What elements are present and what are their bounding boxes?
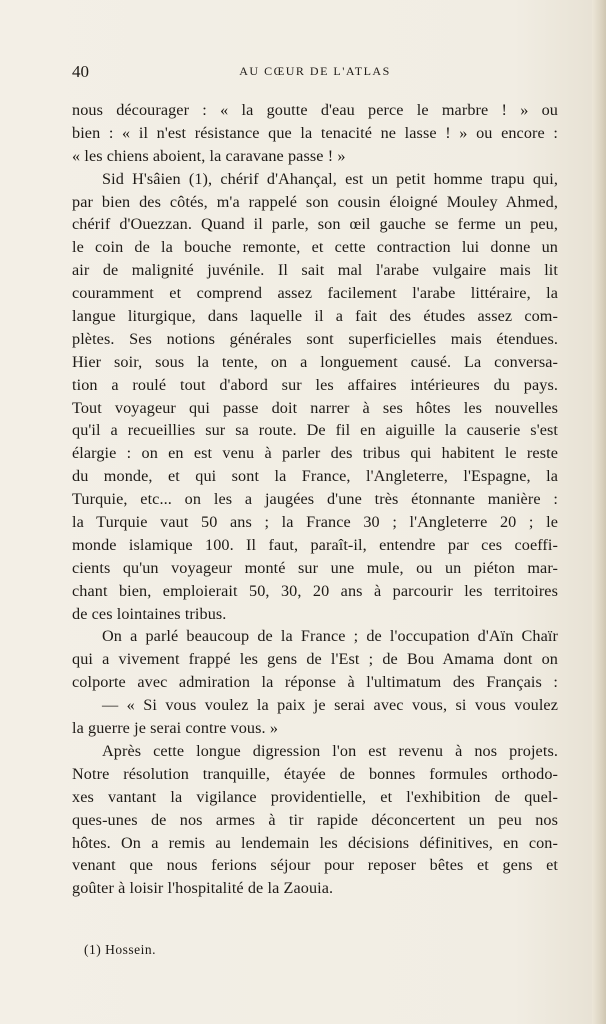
body-text	[72, 99, 558, 900]
text-line: qui a vivement frappé les gens de l'Est ; de Bou Amama dont on	[72, 650, 558, 669]
text-line: bien : « il n'est résistance que la tenacité ne lasse ! » ou encore :	[72, 123, 558, 142]
text-line: Après cette longue digression l'on est revenu à nos projets.	[102, 741, 558, 760]
page-header	[72, 62, 558, 82]
text-line: air de malignité juvénile. Il sait mal l'arabe vulgaire mais lit	[72, 261, 558, 280]
text-line: la Turquie vaut 50 ans ; la France 30 ; l'Angleterre 20 ; le	[72, 513, 558, 532]
text-line: cients qu'un voyageur monté sur une mule, ou un piéton mar-	[72, 558, 558, 577]
footnote: (1) Hossein.	[84, 942, 156, 957]
text-line: Notre résolution tranquille, étayée de bonnes formules orthodo-	[72, 764, 558, 783]
text-line: qu'il a recueillies sur sa route. De fil en aiguille la causerie s'est	[72, 421, 558, 440]
page-number: 40	[72, 62, 89, 81]
text-line: Hier soir, sous la tente, on a longuement causé. La conversa-	[72, 352, 558, 371]
text-line: élargie : on en est venu à parler des tribus qui habitent le reste	[72, 444, 558, 463]
text-line: — « Si vous voulez la paix je serai avec vous, si vous voulez	[102, 696, 558, 715]
text-line: du monde, et qui sont la France, l'Angleterre, l'Espagne, la	[72, 467, 558, 486]
page-edge-shadow	[592, 0, 606, 1024]
text-line: hôtes. On a remis au lendemain les décisions définitives, en con-	[72, 833, 558, 852]
text-line: la guerre je serai contre vous. »	[72, 719, 279, 738]
text-line: chant bien, emploierait 50, 30, 20 ans à parcourir les territoires	[72, 581, 558, 600]
text-line: « les chiens aboient, la caravane passe ! »	[72, 146, 346, 165]
text-line: xes vantant la vigilance providentielle, et l'exhibition de quel-	[72, 787, 558, 806]
text-line: de ces lointaines tribus.	[72, 604, 227, 623]
running-head: AU CŒUR DE L'ATLAS	[239, 64, 391, 78]
text-line: le coin de la bouche remonte, et cette contraction lui donne un	[72, 238, 558, 257]
text-line: chérif d'Ouezzan. Quand il parle, son œil gauche se ferme un peu,	[72, 215, 558, 234]
text-line: colporte avec admiration la réponse à l'ultimatum des Français :	[72, 673, 558, 692]
text-line: plètes. Ses notions générales sont superficielles mais étendues.	[72, 329, 558, 348]
text-line: par bien des côtés, m'a rappelé son cousin éloigné Mouley Ahmed,	[72, 192, 558, 211]
text-line: goûter à loisir l'hospitalité de la Zaouia.	[72, 879, 334, 898]
text-line: nous décourager : « la goutte d'eau perce le marbre ! » ou	[72, 101, 558, 119]
text-line: couramment et comprend assez facilement l'arabe littéraire, la	[72, 284, 558, 303]
text-line: ques-unes de nos armes à tir rapide déconcertent un peu nos	[72, 810, 558, 829]
text-line: venant que nous ferions séjour pour reposer bêtes et gens et	[72, 856, 558, 875]
text-line: Turquie, etc... on les a jaugées d'une très étonnante manière :	[72, 490, 558, 509]
text-line: tion a roulé tout d'abord sur les affaires intérieures du pays.	[72, 375, 558, 394]
text-line: On a parlé beaucoup de la France ; de l'occupation d'Aïn Chaïr	[102, 627, 558, 646]
text-line: Sid H'sâien (1), chérif d'Ahançal, est un petit homme trapu qui,	[102, 169, 558, 188]
text-line: monde islamique 100. Il faut, paraît-il, entendre par ces coeffi-	[72, 535, 558, 554]
text-line: langue liturgique, dans laquelle il a fait des études assez com-	[72, 307, 558, 326]
text-line: Tout voyageur qui passe doit narrer à ses hôtes les nouvelles	[72, 398, 558, 417]
